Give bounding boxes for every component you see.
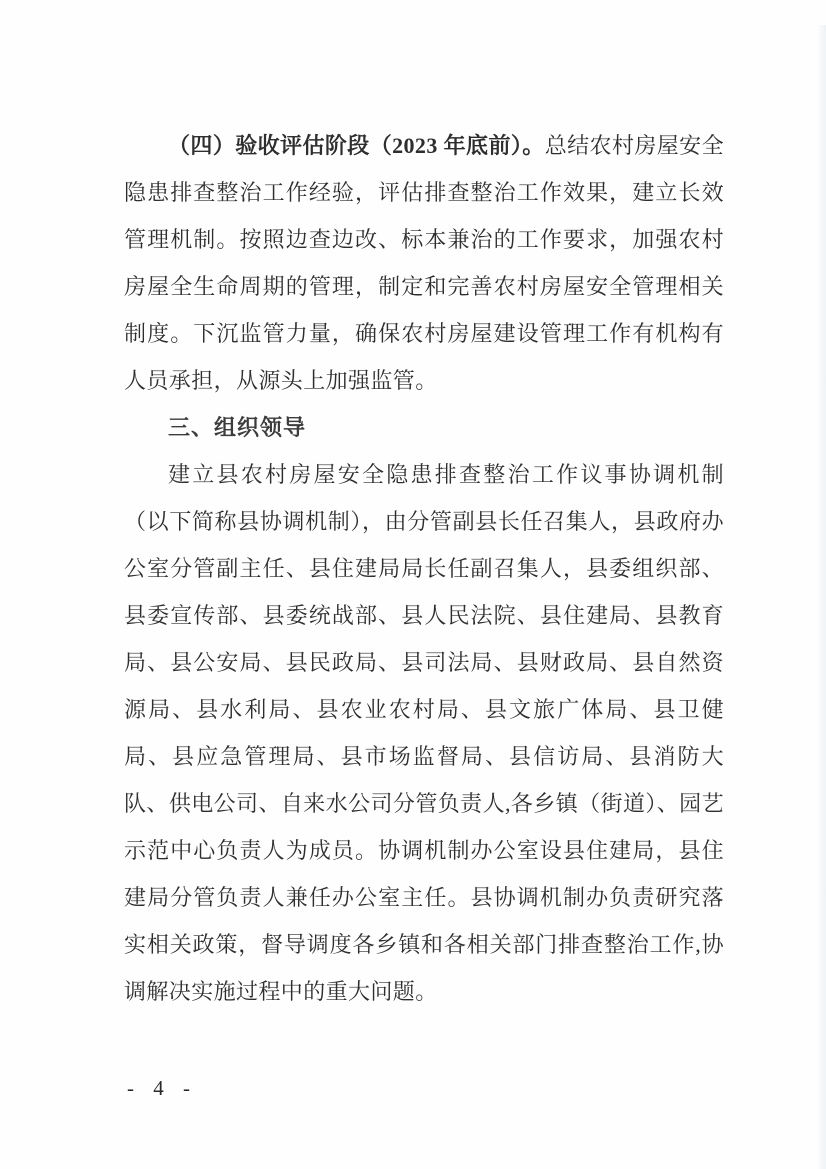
section-heading-organization-leadership: 三、组织领导: [168, 415, 307, 440]
paragraph-text-stage-four: 总结农村房屋安全隐患排查整治工作经验，评估排查整治工作效果，建立长效管理机制。按照边查边改、标本兼治的工作要求，加强农村房屋全生命周期的管理，制定和完善农村房屋安全管理相关制度。下沉监管力量，确保农村房屋建设管理工作有机构有人员承担，从源头上加强监管。: [124, 133, 724, 393]
scan-edge-artifact: [817, 25, 826, 1169]
paragraph-coordination-mechanism: 建立县农村房屋安全隐患排查整治工作议事协调机制（以下简称县协调机制），由分管副县长任召集人，县政府办公室分管副主任、县住建局局长任副召集人，县委组织部、县委宣传部、县委统战部、县人民法院、县住建局、县教育局、县公安局、县民政局、县司法局、县财政局、县自然资源局、县水利局、县农业农村局、县文旅广体局、县卫健局、县应急管理局、县市场监督局、县信访局、县消防大队、供电公司、自来水公司分管负责人,各乡镇（街道）、园艺示范中心负责人为成员。协调机制办公室设县住建局，县住建局分管负责人兼任办公室主任。县协调机制办负责研究落实相关政策，督导调度各乡镇和各相关部门排查整治工作,协调解决实施过程中的重大问题。: [124, 462, 724, 1004]
page-number: - 4 -: [127, 1076, 197, 1100]
paragraph-stage-four: [124, 122, 724, 404]
paragraph-lead-stage-four: （四）验收评估阶段（2023 年底前）。: [168, 133, 545, 158]
document-body: [124, 122, 724, 1015]
